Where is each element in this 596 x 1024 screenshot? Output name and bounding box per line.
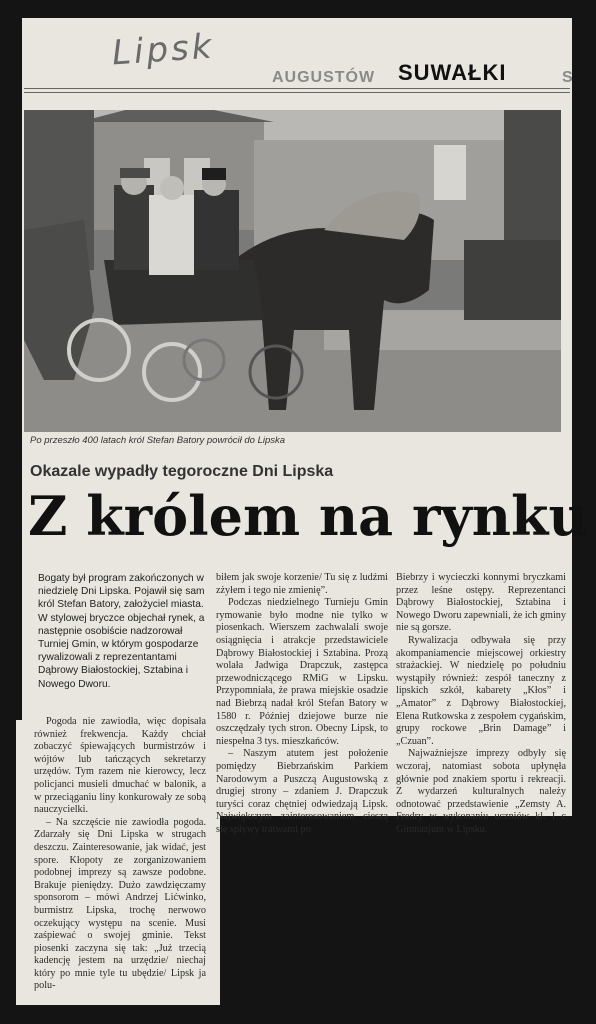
- handwritten-note: Lipsk: [110, 26, 216, 74]
- article-photo: [24, 110, 561, 432]
- section-label-cut: S: [562, 69, 573, 86]
- paragraph: biłem jak swoje korzenie/ Tu się z ludźmi zżyłem i tego nie zmienię”.: [216, 572, 388, 596]
- paragraph: – Naszym atutem jest położenie pomiędzy Biebrzańskim Parkiem Narodowym a Puszczą Augustowską z drugiej strony – zdaniem J. Drapczuk turyści coraz chętniej odwiedzają Lipsk. Największym zainteresowaniem cieszą się spływy tratwami po: [216, 748, 388, 835]
- article-headline: Z królem na rynku: [28, 484, 588, 548]
- article-kicker: Okazale wypadły tegoroczne Dni Lipska: [30, 463, 334, 480]
- paragraph: Rywalizacja odbywała się przy akompaniamencie miejscowej orkiestry strażackiej. W niedzielę po południu wystąpiły również: zespół taneczny z lipskich szkół, kabarety „Kłos” i „Amator” z Dąbrowy Białostockiej, Elena Rutkowska z zespołem cygańskim, grupy rockowe „Brin Damage” i „Czuan”.: [396, 634, 566, 747]
- header-rule: [24, 88, 570, 89]
- paragraph: Biebrzy i wycieczki konnymi bryczkami przez leśne ostępy. Reprezentanci Dąbrowy Białostockiej, Sztabina i Nowego Dworu zapewniali, że ich gminy nie są gorsze.: [396, 572, 566, 634]
- paragraph: – Na szczęście nie zawiodła pogoda. Zdarzały się Dni Lipska w strugach deszczu. Zainteresowanie, jak widać, jest spore. Kłopoty ze zorganizowaniem podobnej imprezy są zawsze podobne. Brakuje pieniędzy. Dużo zawdzięczamy sponsorom – mówi Andrzej Lićwinko, burmistrz Lipska, trochę nerwowo oczekujący występu na scenie. Musi zaśpiewać o swojej gminie. Tekst piosenki zaczyna się tak: „Już trzecią kadencję jestem na urzędzie/ niechaj który po mnie tyle tu ubędzie/ Lipsk ja polu-: [34, 816, 206, 992]
- photo-caption: Po przeszło 400 latach król Stefan Batory powrócił do Lipska: [30, 435, 286, 446]
- carriage-photo-illustration: [24, 110, 561, 432]
- header-rule: [24, 92, 570, 93]
- paragraph: Podczas niedzielnego Turnieju Gmin rymowanie było modne nie tylko w piosenkach. Wierszem zachwalali swoje osiągnięcia i atrakcje przedstawiciele Dąbrowy Białostockiej i Sztabina. Prozą wolała Jadwiga Drapczuk, zastępca przewodniczącego RMiG w Lipsku. Przypomniała, że prawa miejskie osadzie nad Biebrzą nadał król Stefan Batory w 1580 r. Później dziejowe burze nie oszczędzały tych stron. Obecny Lipsk, to niespełna 3 tys. mieszkańców.: [216, 597, 388, 747]
- article-column-1: [34, 716, 206, 993]
- section-label-augustow: AUGUSTÓW: [272, 69, 376, 86]
- article-column-3: [396, 572, 566, 836]
- paragraph: Pogoda nie zawiodła, więc dopisała również frekwencja. Każdy chciał zobaczyć śpiewających burmistrzów i wójtów lub tańczących sekretarzy urzędów. Tym razem nie kierowcy, lecz policjanci musieli dmuchać w balonik, a w przeciąganiu liny konkurowały ze sobą nauczycielki.: [34, 716, 206, 816]
- paragraph: Najważniejsze imprezy odbyły się wczoraj, natomiast sobota upłynęła głównie pod znakiem sportu i rekreacji. Z wydarzeń kulturalnych należy odnotować przedstawienie „Zemsty A. Fredry w wykonaniu uczniów kl. I c Gimnazjum w Lipsku.: [396, 748, 566, 835]
- article-lead: Bogaty był program zakończonych w niedzielę Dni Lipska. Pojawił się sam król Stefan Batory, założyciel miasta. W stylowej bryczce objechał rynek, a następnie osobiście nadzorował Turniej Gmin, w którym gospodarze rywalizowali z reprezentantami Dąbrowy Białostockiej, Sztabina i Nowego Dworu.: [38, 573, 205, 690]
- section-label-suwalki: SUWAŁKI: [398, 60, 507, 85]
- article-column-2: [216, 572, 388, 836]
